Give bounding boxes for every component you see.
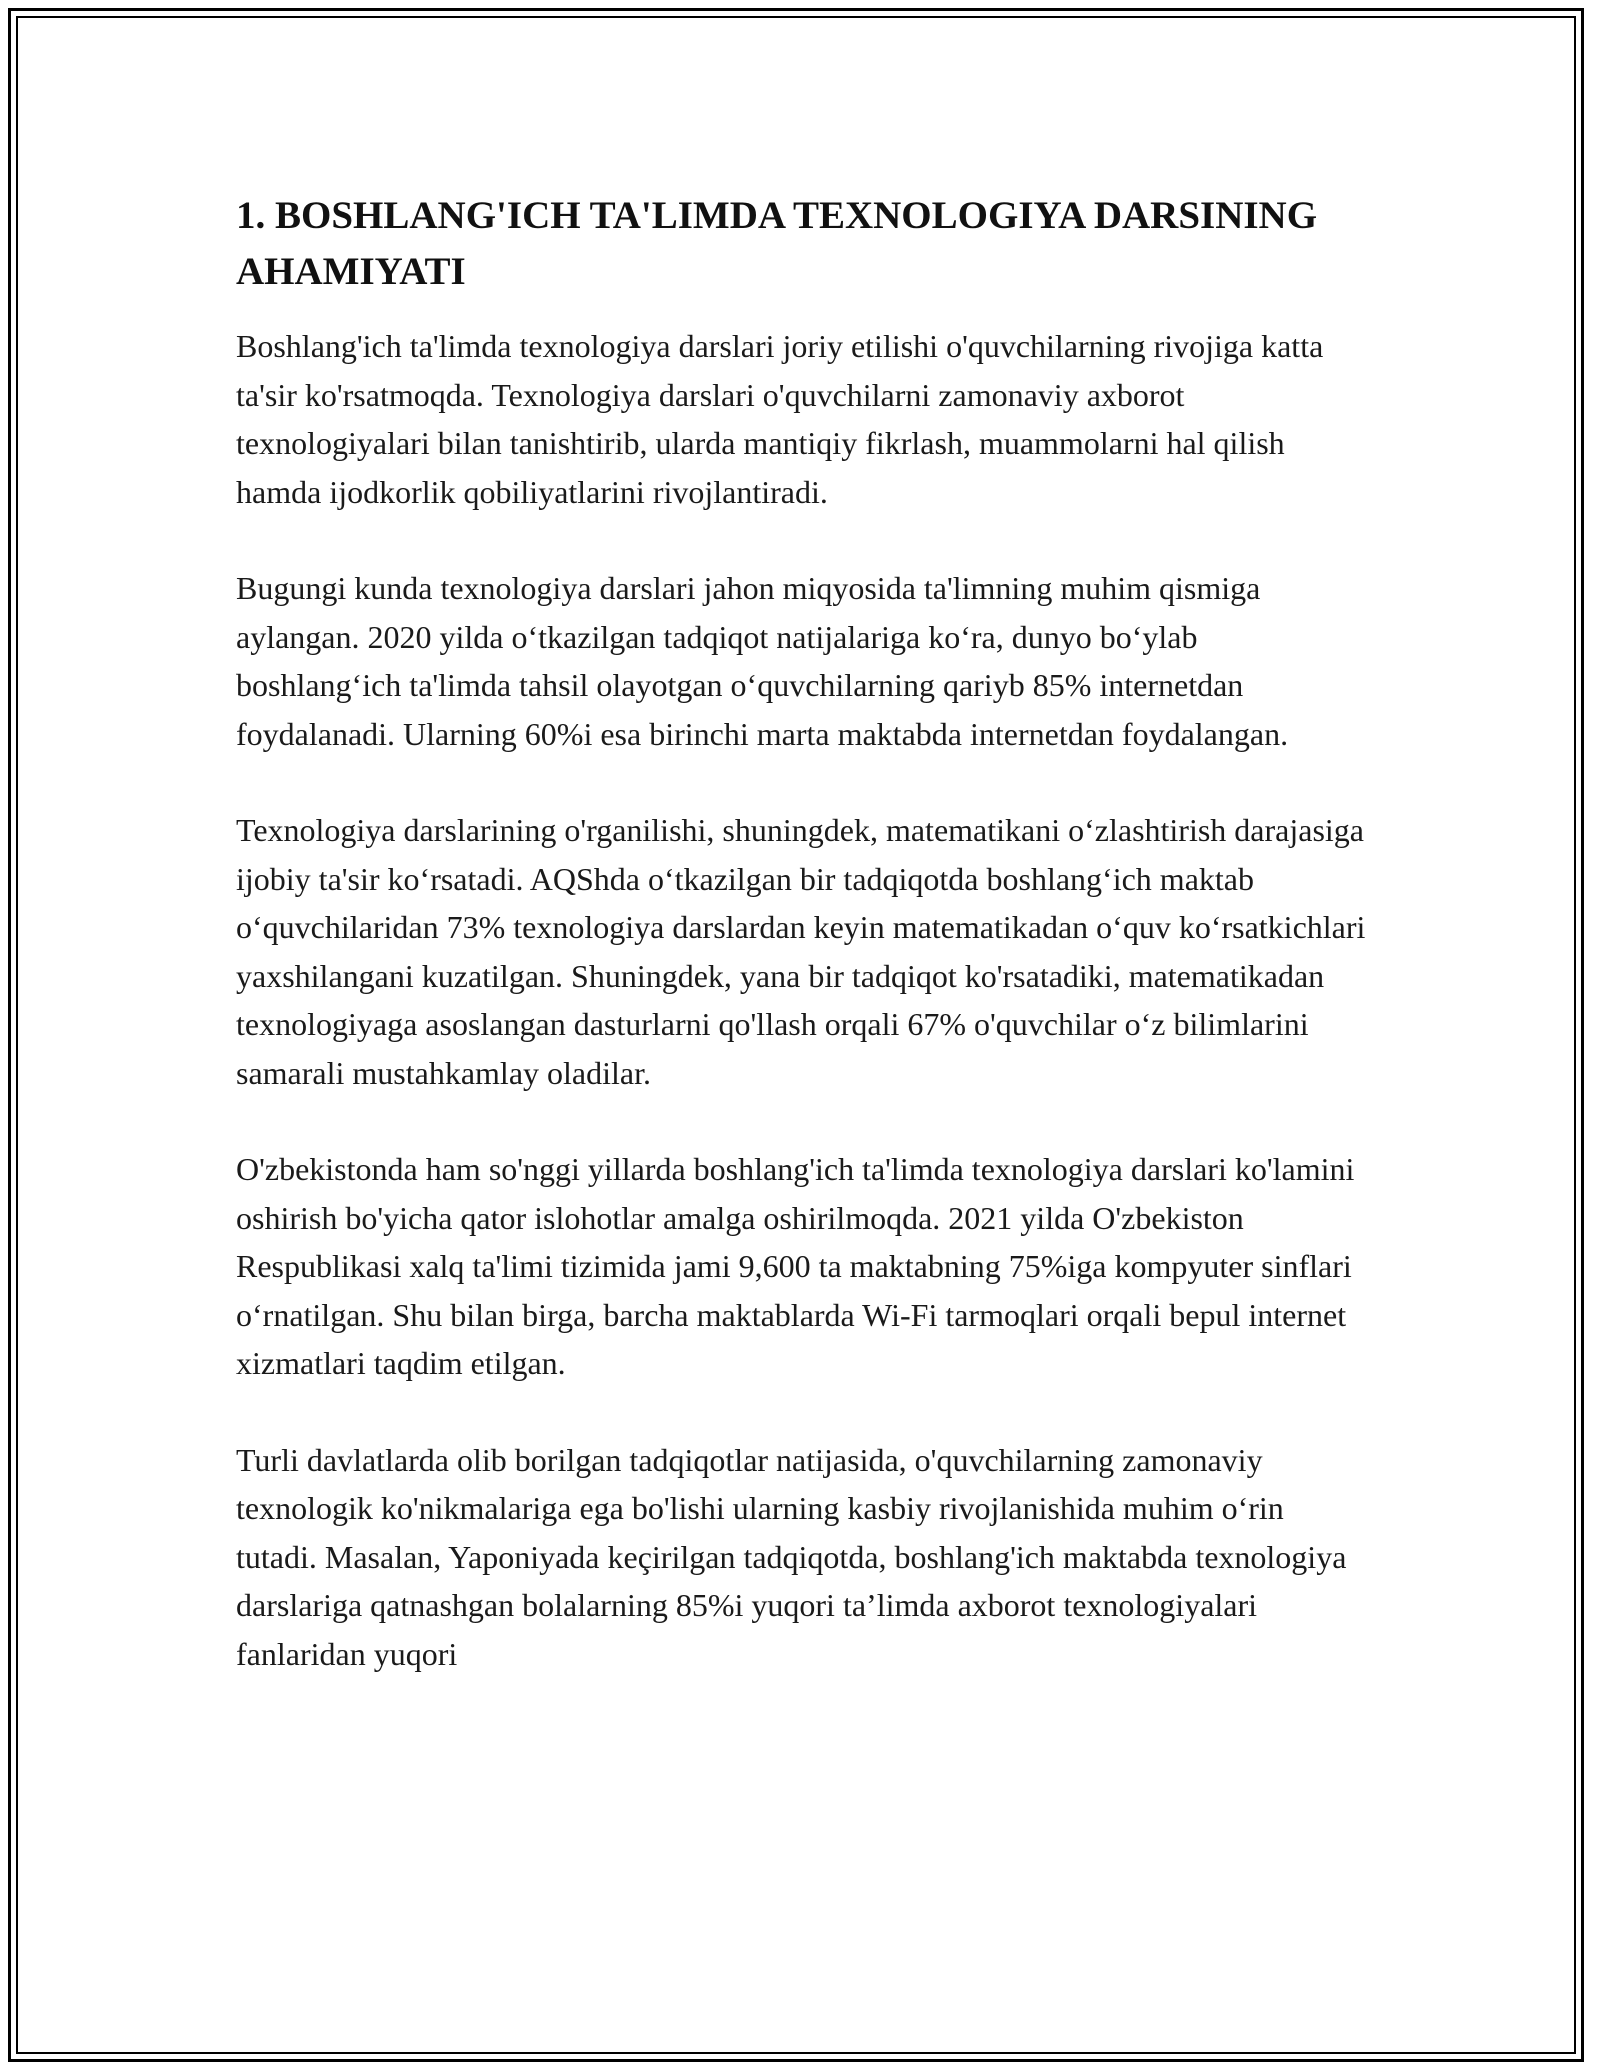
section-title: 1. BOSHLANG'ICH TA'LIMDA TEXNOLOGIYA DARSINING AHAMIYATI xyxy=(236,194,1318,293)
paragraph-5: Turli davlatlarda olib borilgan tadqiqotlar natijasida, o'quvchilarning zamonaviy texnologik ko'nikmalariga ega bo'lishi ularning kasbiy rivojlanishida muhim o‘rin tutadi. Masalan, Yaponiyada keçirilgan tadqiqotda, boshlang'ich maktabda texnologiya darslariga qatnashgan bolalarning 85%i yuqori ta’limda axborot texnologiyalari fanlaridan yuqori xyxy=(236,1441,1347,1672)
paragraph-1: Boshlang'ich ta'limda texnologiya darslari joriy etilishi o'quvchilarning rivojiga katta ta'sir ko'rsatmoqda. Texnologiya darslari o'quvchilarni zamonaviy axborot texnologiyalari bilan tanishtirib, ularda mantiqiy fikrlash, muammolarni hal qilish hamda ijodkorlik qobiliyatlarini rivojlantiradi. xyxy=(236,328,1324,510)
paragraph-2: Bugungi kunda texnologiya darslari jahon miqyosida ta'limning muhim qismiga aylangan. 2020 yilda o‘tkazilgan tadqiqot natijalariga ko‘ra, dunyo bo‘ylab boshlang‘ich ta'limda tahsil olayotgan o‘quvchilarning qariyb 85% internetdan foydalanadi. Ularning 60%i esa birinchi marta maktabda internetdan foydalangan. xyxy=(236,570,1289,752)
document-body xyxy=(236,188,1366,1726)
paragraph-3: Texnologiya darslarining o'rganilishi, shuningdek, matematikani o‘zlashtirish darajasiga ijobiy ta'sir ko‘rsatadi. AQShda o‘tkazilgan bir tadqiqotda boshlang‘ich maktab o‘quvchilaridan 73% texnologiya darslardan keyin matematikadan o‘quv ko‘rsatkichlari yaxshilangani kuzatilgan. Shuningdek, yana bir tadqiqot ko'rsatadiki, matematikadan texnologiyaga asoslangan dasturlarni qo'llash orqali 67% o'quvchilar o‘z bilimlarini samarali mustahkamlay oladilar. xyxy=(236,812,1366,1091)
paragraph-4: O'zbekistonda ham so'nggi yillarda boshlang'ich ta'limda texnologiya darslari ko'lamini oshirish bo'yicha qator islohotlar amalga oshirilmoqda. 2021 yilda O'zbekiston Respublikasi xalq ta'limi tizimida jami 9,600 ta maktabning 75%iga kompyuter sinflari o‘rnatilgan. Shu bilan birga, barcha maktablarda Wi-Fi tarmoqlari orqali bepul internet xizmatlari taqdim etilgan. xyxy=(236,1151,1355,1381)
